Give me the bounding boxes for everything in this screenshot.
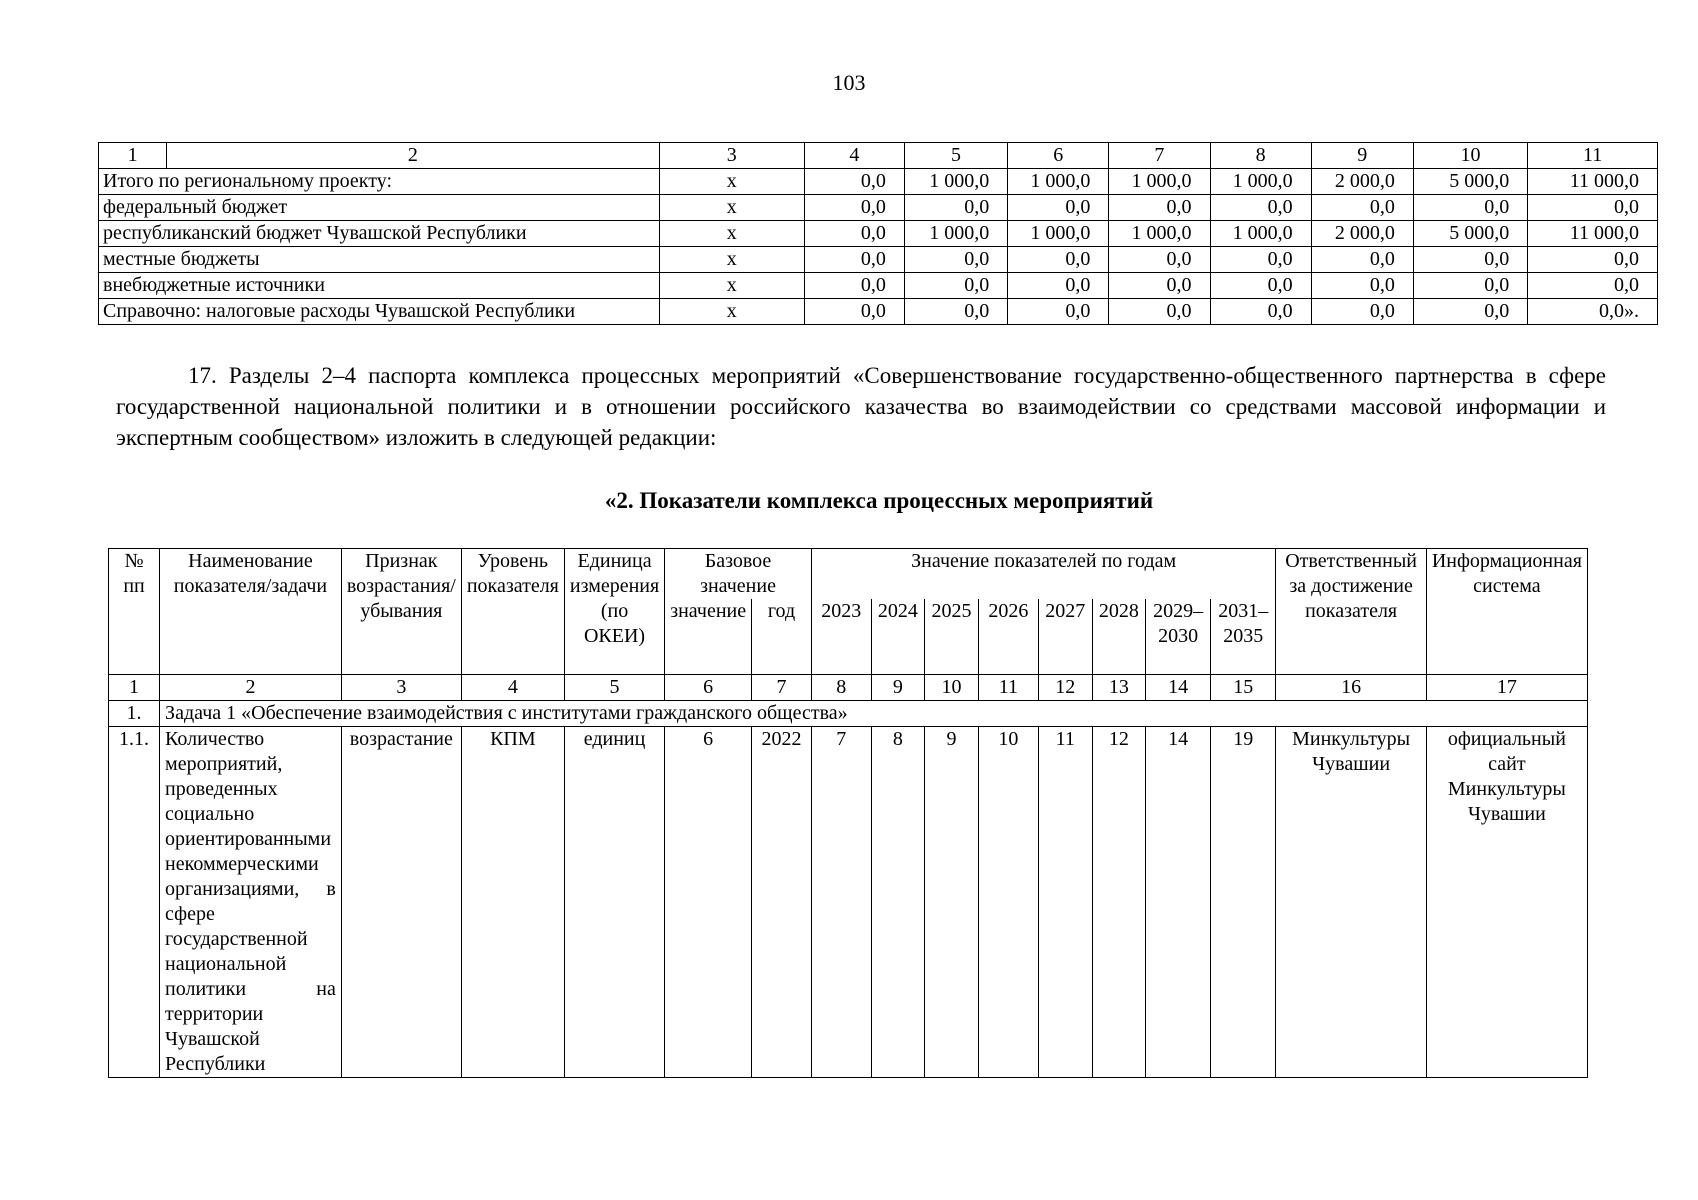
finance-value: 1 000,0	[1008, 221, 1109, 247]
row-sign: возрастание	[341, 726, 461, 1077]
col-number: 8	[811, 674, 871, 700]
row-value: 10	[978, 726, 1038, 1077]
task-text: Задача 1 «Обеспечение взаимодействия с институтами гражданского общества»	[160, 700, 1588, 726]
finance-row-label: республиканский бюджет Чувашской Республики	[99, 221, 660, 247]
header-year: 2027	[1038, 599, 1092, 674]
col-num: 7	[1109, 143, 1210, 169]
col-number: 1	[109, 674, 160, 700]
col-number: 11	[978, 674, 1038, 700]
col-number: 3	[341, 674, 461, 700]
finance-row	[99, 247, 1658, 273]
finance-row-mark: х	[659, 273, 804, 299]
finance-row	[99, 273, 1658, 299]
finance-row-mark: х	[659, 195, 804, 221]
col-number: 5	[564, 674, 664, 700]
finance-value: 0,0	[804, 169, 904, 195]
finance-row-mark: х	[659, 247, 804, 273]
col-number: 7	[752, 674, 812, 700]
header-years-group: Значение показателей по годам	[811, 549, 1276, 600]
finance-row-label: Справочно: налоговые расходы Чувашской Республики	[99, 299, 660, 325]
col-number: 10	[925, 674, 979, 700]
amendment-paragraph	[116, 360, 1606, 453]
finance-row-label: Итого по региональному проекту:	[99, 169, 660, 195]
header-year: 2024	[871, 599, 925, 674]
finance-value: 0,0	[1528, 195, 1658, 221]
finance-value: 0,0	[1109, 195, 1210, 221]
finance-value: 1 000,0	[1210, 221, 1311, 247]
col-num: 2	[167, 143, 660, 169]
col-number: 9	[871, 674, 925, 700]
finance-row	[99, 195, 1658, 221]
finance-value: 0,0	[904, 299, 1007, 325]
col-number: 12	[1038, 674, 1092, 700]
finance-value: 0,0	[1008, 195, 1109, 221]
finance-value: 0,0	[904, 247, 1007, 273]
finance-value: 0,0	[804, 221, 904, 247]
finance-value: 1 000,0	[904, 169, 1007, 195]
finance-value: 0,0	[804, 247, 904, 273]
col-num: 11	[1528, 143, 1658, 169]
col-num: 8	[1210, 143, 1311, 169]
finance-value: 0,0	[1210, 299, 1311, 325]
row-base-year: 2022	[752, 726, 812, 1077]
col-num: 10	[1413, 143, 1527, 169]
finance-value: 0,0	[1109, 299, 1210, 325]
header-base-value: значение	[665, 599, 752, 674]
finance-value: 0,0	[1109, 273, 1210, 299]
header-year: 2028	[1092, 599, 1146, 674]
col-number: 6	[665, 674, 752, 700]
col-number: 17	[1426, 674, 1587, 700]
header-sign: Признак возрастания/убывания	[341, 549, 461, 675]
task-row	[109, 700, 1588, 726]
finance-value: 0,0	[1311, 247, 1413, 273]
header-year: 2031–2035	[1211, 599, 1276, 674]
col-num: 6	[1008, 143, 1109, 169]
col-num: 5	[904, 143, 1007, 169]
col-number: 14	[1146, 674, 1211, 700]
col-number: 16	[1276, 674, 1426, 700]
col-num: 4	[804, 143, 904, 169]
col-number: 15	[1211, 674, 1276, 700]
finance-row-label: внебюджетные источники	[99, 273, 660, 299]
finance-value: 0,0	[1413, 195, 1527, 221]
paragraph-text: 17. Разделы 2–4 паспорта комплекса процессных мероприятий «Совершенствование государственно-общественного партнерства в сфере государственной национальной политики и в отношении российского казачества во взаимодействии со средствами массовой информации и экспертным сообществом» изложить в следующей редакции:	[116, 363, 1606, 450]
row-value: 11	[1038, 726, 1092, 1077]
finance-value: 0,0	[1008, 273, 1109, 299]
col-number-row	[109, 674, 1588, 700]
row-name: Количество мероприятий, проведенных социально ориентированными некоммерческими организациями, в сфере государственной национальной политики на территории Чувашской Республики	[160, 726, 342, 1077]
finance-value: 2 000,0	[1311, 169, 1413, 195]
task-no: 1.	[109, 700, 160, 726]
finance-value: 0,0	[1528, 247, 1658, 273]
finance-value: 1 000,0	[1210, 169, 1311, 195]
header-unit: Единица измерения (по ОКЕИ)	[564, 549, 664, 675]
finance-row-mark: х	[659, 169, 804, 195]
finance-row-label: местные бюджеты	[99, 247, 660, 273]
finance-value: 2 000,0	[1311, 221, 1413, 247]
header-row-1	[109, 549, 1588, 600]
row-value: 14	[1146, 726, 1211, 1077]
finance-row	[99, 169, 1658, 195]
finance-header-row	[99, 143, 1658, 169]
header-name: Наименование показателя/задачи	[160, 549, 342, 675]
finance-row-mark: х	[659, 221, 804, 247]
indicator-row	[109, 726, 1588, 1077]
header-year: 2023	[811, 599, 871, 674]
row-level: КПМ	[461, 726, 564, 1077]
finance-value: 1 000,0	[1109, 169, 1210, 195]
finance-row-label: федеральный бюджет	[99, 195, 660, 221]
finance-value: 1 000,0	[904, 221, 1007, 247]
row-base-value: 6	[665, 726, 752, 1077]
finance-value: 0,0	[1413, 247, 1527, 273]
row-unit: единиц	[564, 726, 664, 1077]
row-no: 1.1.	[109, 726, 160, 1077]
header-year: 2026	[978, 599, 1038, 674]
finance-row	[99, 221, 1658, 247]
row-info-system: официальный сайт Минкультуры Чувашии	[1426, 726, 1587, 1077]
finance-value: 0,0	[904, 273, 1007, 299]
section-heading: «2. Показатели комплекса процессных мероприятий	[604, 488, 1154, 513]
finance-table	[98, 142, 1658, 325]
finance-value: 0,0	[804, 299, 904, 325]
row-value: 8	[871, 726, 925, 1077]
finance-value: 0,0	[1311, 299, 1413, 325]
finance-value: 0,0».	[1528, 299, 1658, 325]
finance-value: 5 000,0	[1413, 169, 1527, 195]
col-number: 2	[160, 674, 342, 700]
finance-value: 0,0	[1528, 273, 1658, 299]
col-num: 3	[659, 143, 804, 169]
finance-value: 0,0	[1210, 273, 1311, 299]
header-base: Базовое значение	[665, 549, 812, 600]
finance-value: 11 000,0	[1528, 221, 1658, 247]
row-value: 7	[811, 726, 871, 1077]
row-responsible: Минкультуры Чувашии	[1276, 726, 1426, 1077]
col-num: 9	[1311, 143, 1413, 169]
row-value: 12	[1092, 726, 1146, 1077]
finance-value: 5 000,0	[1413, 221, 1527, 247]
finance-value: 0,0	[804, 273, 904, 299]
header-base-year: год	[752, 599, 812, 674]
col-number: 13	[1092, 674, 1146, 700]
finance-value: 0,0	[1008, 299, 1109, 325]
header-year: 2025	[925, 599, 979, 674]
col-number: 4	[461, 674, 564, 700]
header-level: Уровень показателя	[461, 549, 564, 675]
header-no: № пп	[109, 549, 160, 675]
finance-value: 0,0	[1008, 247, 1109, 273]
finance-row	[99, 299, 1658, 325]
finance-value: 0,0	[804, 195, 904, 221]
finance-value: 0,0	[1413, 273, 1527, 299]
row-value: 9	[925, 726, 979, 1077]
header-responsible: Ответственный за достижение показателя	[1276, 549, 1426, 675]
finance-value: 0,0	[1210, 195, 1311, 221]
row-value: 19	[1211, 726, 1276, 1077]
finance-value: 11 000,0	[1528, 169, 1658, 195]
finance-value: 1 000,0	[1008, 169, 1109, 195]
finance-value: 0,0	[1413, 299, 1527, 325]
header-year: 2029–2030	[1146, 599, 1211, 674]
finance-value: 0,0	[1311, 195, 1413, 221]
page-number: 103	[832, 70, 866, 95]
finance-value: 0,0	[1210, 247, 1311, 273]
finance-value: 1 000,0	[1109, 221, 1210, 247]
finance-value: 0,0	[1311, 273, 1413, 299]
finance-row-mark: х	[659, 299, 804, 325]
indicators-table	[108, 548, 1588, 1078]
finance-value: 0,0	[1109, 247, 1210, 273]
finance-value: 0,0	[904, 195, 1007, 221]
col-num: 1	[99, 143, 167, 169]
header-info-system: Информационная система	[1426, 549, 1587, 675]
